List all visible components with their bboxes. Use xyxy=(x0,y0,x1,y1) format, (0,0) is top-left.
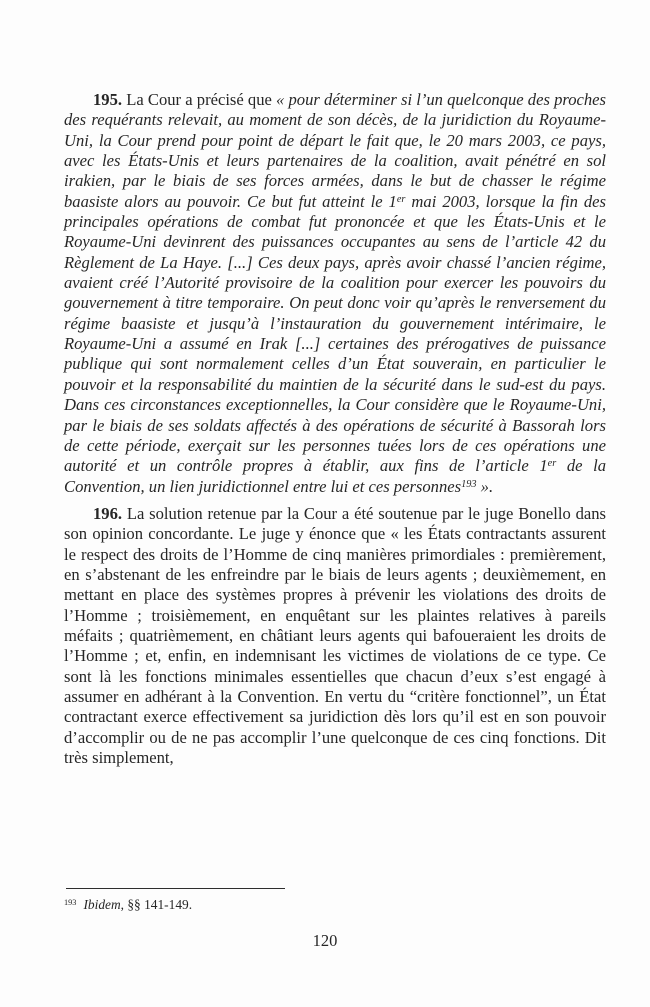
paragraph-196-text: La solution retenue par la Cour a été soutenue par le juge Bonello dans son opinion concordante. Le juge y énonce que « les États contractants assurent le respect des droits de l’Homme de cinq manières primordiales : premièrement, en s’abstenant de les enfreindre par le biais de leurs agents ; deuxièmement, en mettant en place des systèmes propres à prévenir les violations des droits de l’Homme ; troisièmement, en enquêtant sur les plaintes relatives à pareils méfaits ; quatrièmement, en châtiant leurs agents qui bafoueraient les droits de l’Homme ; et, enfin, en indemnisant les victimes de violations de ce type. Ce sont là les fonctions minimales essentielles que chacun d’eux s’est engagé à assumer en adhérant à la Convention. En vertu du “critère fonctionnel”, un État contractant exerce effectivement sa juridiction dès lors qu’il est en son pouvoir d’accomplir ou de ne pas accomplir l’une quelconque de ces cinq fonctions. Dit très simplement, xyxy=(64,503,606,767)
paragraph-195-intro: La Cour a précisé que xyxy=(122,90,277,109)
page-number: 120 xyxy=(312,931,338,950)
paragraph-195-quote-close: ». xyxy=(476,476,494,496)
paragraph-195-quote-part2: mai 2003, lorsque la fin des principales opérations de combat fut prononcée et que les États-Unis et le Royaume-Uni devinrent des puissances occupantes au sens de l’article 42 du Règlement de La Haye. [...] Ces deux pays, après avoir chassé l’ancien régime, avaient créé l’Autorité provisoire de la coalition pour exercer les pouvoirs du gouvernement à titre temporaire. On peut donc voir qu’après le renversement du régime baasiste et jusqu’à l’instauration du gouvernement intérimaire, le Royaume-Uni a assumé en Irak [...] certaines des prérogatives de puissance publique qui sont normalement celles d’un État souverain, en particulier le pouvoir et la responsabilité du maintien de la sécurité dans le sud-est du pays. Dans ces circonstances exceptionnelles, la Cour considère que le Royaume-Uni, par le biais de ses soldats affectés à des opérations de sécurité à Bassorah lors de cette période, exerçait sur les personnes tuées lors de ces opérations une autorité et un contrôle propres à établir, aux fins de l’article 1 xyxy=(64,191,606,476)
footnote-cited-work: Ibidem xyxy=(83,897,121,912)
paragraph-196-number: 196. xyxy=(93,503,123,523)
ordinal-superscript: er xyxy=(547,458,557,470)
footnote-marker: 193 xyxy=(64,898,77,908)
ordinal-superscript: er xyxy=(396,193,406,205)
footnote-reference-marker: 193 xyxy=(461,478,477,490)
paragraph-195-number: 195. xyxy=(93,90,123,109)
footnote-separator-rule xyxy=(66,888,285,889)
footnote-193 xyxy=(64,896,606,913)
paragraph-195 xyxy=(64,90,606,497)
paragraph-196 xyxy=(64,504,606,768)
paragraph-195-quote-part3: de la Convention, un lien juridictionnel entre lui et ces personnes xyxy=(64,456,606,496)
paragraph-195-quote-part1: « pour déterminer si l’un quelconque des proches des requérants relevait, au moment de son décès, de la juridiction du Royaume-Uni, la Cour prend pour point de départ le fait que, le 20 mars 2003, ce pays, avec les États-Unis et leurs partenaires de la coalition, avait pénétré en sol irakien, par le biais de ses forces armées, dans le but de chasser le régime baasiste alors au pouvoir. Ce but fut atteint le 1 xyxy=(64,90,606,211)
footnote-reference-text: , §§ 141-149. xyxy=(120,897,193,912)
body-text xyxy=(64,90,606,768)
